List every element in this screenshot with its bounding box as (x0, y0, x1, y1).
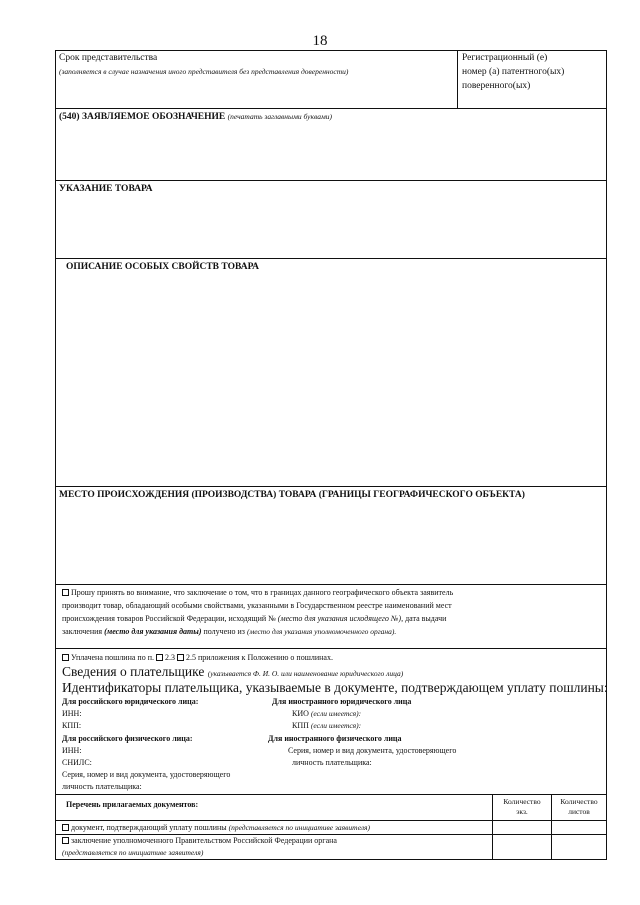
ru-legal-label: Для российского юридического лица: (62, 697, 199, 706)
attachments-title: Перечень прилагаемых документов: (66, 800, 199, 809)
page-number: 18 (312, 33, 328, 49)
goods-label: УКАЗАНИЕ ТОВАРА (59, 184, 153, 194)
attachment-item-2: заключение уполномоченного Правительством Российской Федерации органа (62, 836, 337, 845)
foreign-doc-line1: Серия, номер и вид документа, удостоверяющего (288, 746, 457, 755)
doc-line1: Серия, номер и вид документа, удостоверяющего (62, 770, 231, 779)
col-copies-1: Количество (503, 797, 541, 806)
col-sheets-1: Количество (560, 797, 598, 806)
properties-label: ОПИСАНИЕ ОСОБЫХ СВОЙСТВ ТОВАРА (66, 262, 260, 272)
conclusion-line2: производит товар, обладающий особыми свойствами, указанными в Государственном реестре наименований мест (62, 601, 452, 610)
attachment-2-checkbox[interactable] (62, 837, 69, 844)
kpp-label: КПП: (62, 721, 82, 730)
reg-number-line1: Регистрационный (е) (462, 53, 548, 63)
fee-checkbox[interactable] (62, 654, 69, 661)
conclusion-line3: происхождения товаров Российской Федерации, исходящий № (место для указания исходящего №), дата выдачи (62, 614, 447, 623)
col-sheets-2: листов (568, 807, 590, 816)
attachment-item-2-note: (представляется по инициативе заявителя) (62, 848, 204, 857)
fee-option-2-3-checkbox[interactable] (156, 654, 163, 661)
fee-option-2-5-checkbox[interactable] (177, 654, 184, 661)
conclusion-line4: заключения (место для указания даты) получено из (место для указания уполномоченного органа). (62, 627, 397, 636)
reg-number-line3: поверенного(ых) (462, 81, 531, 91)
attachment-item-1: документ, подтверждающий уплату пошлины (представляется по инициативе заявителя) (62, 823, 370, 832)
identifiers-title: Идентификаторы плательщика, указываемые в документе, подтверждающем уплату пошлины: (62, 680, 608, 695)
designation-label: (540) ЗАЯВЛЯЕМОЕ ОБОЗНАЧЕНИЕ (печатать заглавными буквами) (59, 112, 332, 122)
kpp2-label: КПП (если имеется): (292, 721, 362, 730)
reg-number-line2: номер (а) патентного(ых) (462, 67, 565, 77)
attachment-1-checkbox[interactable] (62, 824, 69, 831)
inn2-label: ИНН: (62, 746, 82, 755)
term-note: (заполняется в случае назначения иного представителя без представления доверенности) (59, 67, 349, 76)
doc-line2: личность плательщика: (62, 782, 142, 791)
designation-note: (печатать заглавными буквами) (227, 112, 332, 121)
origin-label: МЕСТО ПРОИСХОЖДЕНИЯ (ПРОИЗВОДСТВА) ТОВАРА (ГРАНИЦЫ ГЕОГРАФИЧЕСКОГО ОБЪЕКТА) (59, 490, 525, 500)
ru-person-label: Для российского физического лица: (62, 734, 193, 743)
payer-note: (указывается Ф. И. О. или наименование юридического лица) (207, 669, 404, 678)
foreign-doc-line2: личность плательщика: (292, 758, 372, 767)
kio-label: КИО (если имеется): (292, 709, 362, 718)
fee-paid: Уплачена пошлина по п. 2.3 2.5 приложения к Положению о пошлинах. (62, 653, 333, 662)
conclusion-line1: Прошу принять во внимание, что заключение о том, что в границах данного географического объекта заявитель (62, 588, 453, 597)
foreign-legal-label: Для иностранного юридического лица (272, 697, 412, 706)
foreign-person-label: Для иностранного физического лица (268, 734, 402, 743)
payer-title: Сведения о плательщике (указывается Ф. И. О. или наименование юридического лица) (62, 664, 404, 679)
conclusion-checkbox[interactable] (62, 589, 69, 596)
snils-label: СНИЛС: (62, 758, 92, 767)
term-label: Срок представительства (59, 53, 158, 63)
inn-label: ИНН: (62, 709, 82, 718)
col-copies-2: экз. (516, 807, 528, 816)
